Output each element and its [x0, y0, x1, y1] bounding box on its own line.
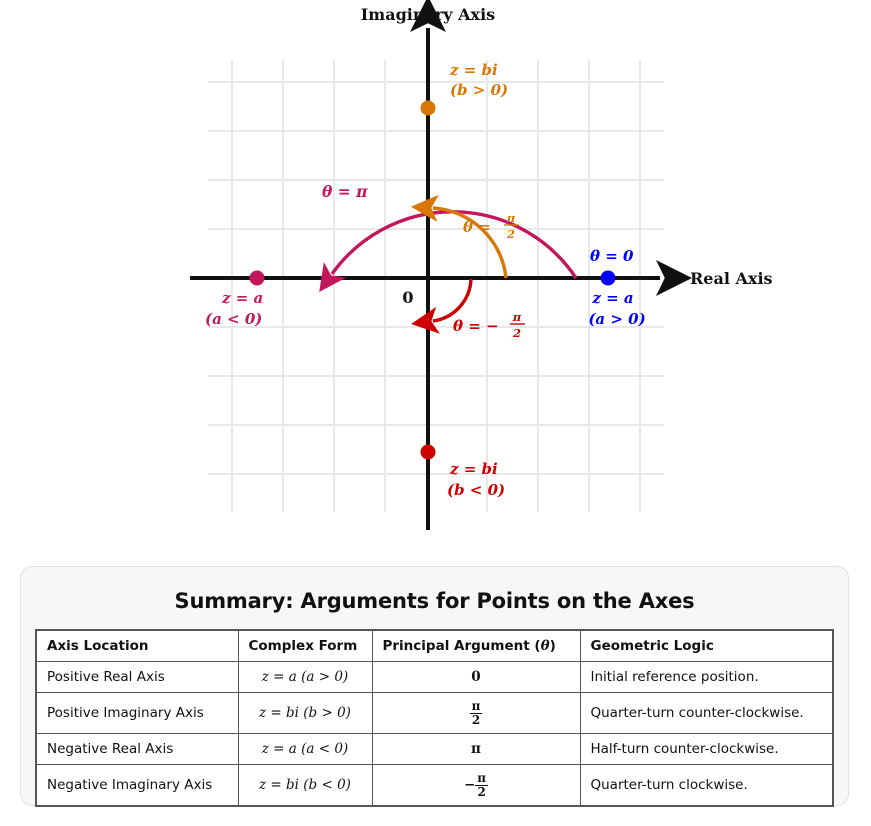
theta-pi-label: θ = π: [322, 182, 368, 201]
argument-sign: −: [463, 777, 476, 794]
summary-card: [20, 566, 849, 806]
table-row: [36, 765, 833, 807]
real-axis-title: Real Axis: [690, 269, 773, 288]
header-principal-argument: [372, 630, 580, 662]
table-row: [36, 662, 833, 693]
fraction-denominator: 2: [477, 784, 486, 799]
header-axis-location: Axis Location: [36, 630, 238, 662]
svg-text:θ = −: θ = −: [453, 317, 499, 335]
fraction-numerator: π: [471, 699, 481, 713]
svg-text:2: 2: [512, 326, 522, 340]
point-negative-real[interactable]: [250, 271, 265, 286]
summary-table: [35, 629, 834, 807]
argument-value: π: [471, 741, 481, 758]
point-negative-imaginary-label-line2: (b < 0): [447, 481, 506, 499]
svg-text:π: π: [506, 211, 516, 225]
fraction-denominator: 2: [471, 712, 481, 727]
theta-symbol: θ: [540, 638, 550, 654]
imaginary-axis-title: Imaginary Axis: [360, 5, 496, 24]
origin-label: 0: [402, 288, 414, 307]
argument-fraction: [470, 700, 483, 726]
theta-zero-label: θ = 0: [590, 247, 634, 265]
cell-axis-location: Negative Real Axis: [36, 734, 238, 765]
header-principal-argument-text: Principal Argument (: [382, 638, 541, 654]
cell-principal-argument: [372, 765, 580, 807]
svg-text:2: 2: [506, 227, 516, 241]
header-geometric-logic: Geometric Logic: [580, 630, 833, 662]
point-negative-real-label-line2: (a < 0): [205, 310, 263, 328]
point-negative-imaginary-label-line1: z = bi: [450, 460, 498, 478]
svg-text:θ =: θ =: [463, 218, 491, 236]
cell-geometric-logic: Quarter-turn counter-clockwise.: [580, 693, 833, 734]
cell-principal-argument: [372, 734, 580, 765]
point-positive-imaginary-label-line2: (b > 0): [450, 81, 509, 99]
arc-theta-neg-half-pi: [433, 279, 471, 321]
arc-theta-pi: [332, 212, 576, 278]
cell-complex-form: z = a (a > 0): [238, 662, 372, 693]
cell-geometric-logic: Quarter-turn clockwise.: [580, 765, 833, 807]
cell-geometric-logic: Half-turn counter-clockwise.: [580, 734, 833, 765]
cell-complex-form: z = bi (b > 0): [238, 693, 372, 734]
argument-value: 0: [471, 669, 481, 685]
table-row: [36, 693, 833, 734]
point-positive-real-label-line2: (a > 0): [588, 310, 646, 328]
grid-lines: [208, 60, 664, 512]
cell-complex-form: z = bi (b < 0): [238, 765, 372, 807]
cell-geometric-logic: Initial reference position.: [580, 662, 833, 693]
cell-principal-argument: [372, 693, 580, 734]
summary-title: Summary: Arguments for Points on the Axes: [174, 589, 695, 613]
cell-axis-location: Negative Imaginary Axis: [36, 765, 238, 807]
fraction-numerator: π: [477, 771, 487, 786]
point-positive-real[interactable]: [601, 271, 616, 286]
table-header-row: [36, 630, 833, 662]
point-negative-real-label-line1: z = a: [222, 289, 264, 307]
svg-text:π: π: [512, 310, 522, 324]
cell-axis-location: Positive Real Axis: [36, 662, 238, 693]
cell-complex-form: z = a (a < 0): [238, 734, 372, 765]
header-complex-form: Complex Form: [238, 630, 372, 662]
header-principal-argument-close: ): [549, 638, 556, 654]
cell-axis-location: Positive Imaginary Axis: [36, 693, 238, 734]
theta-neg-half-pi-label: [453, 310, 525, 340]
point-positive-imaginary[interactable]: [421, 101, 436, 116]
point-negative-imaginary[interactable]: [421, 445, 436, 460]
cell-principal-argument: [372, 662, 580, 693]
point-positive-imaginary-label-line1: z = bi: [450, 61, 498, 79]
table-row: [36, 734, 833, 765]
argument-fraction: [475, 772, 488, 798]
point-positive-real-label-line1: z = a: [592, 289, 634, 307]
